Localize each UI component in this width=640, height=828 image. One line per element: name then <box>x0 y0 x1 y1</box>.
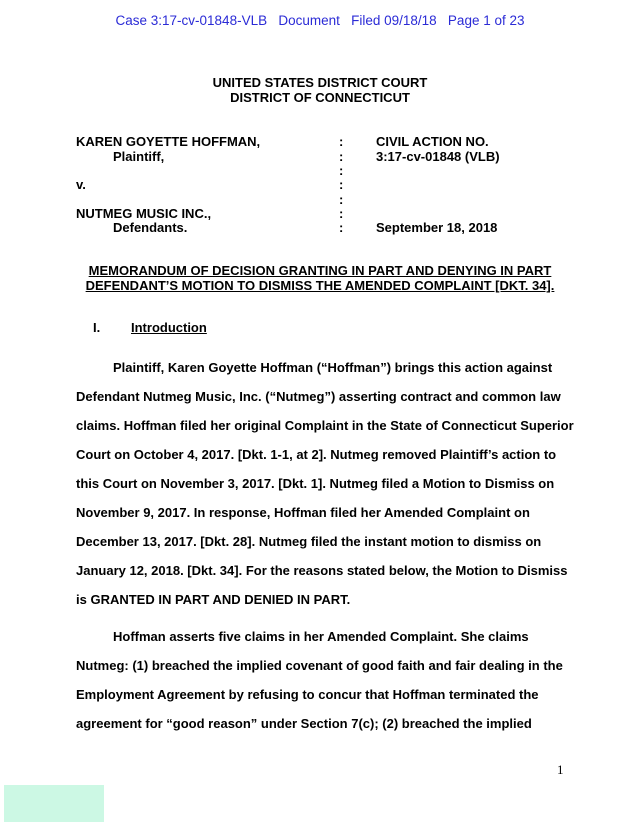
text-line: November 9, 2017. In response, Hoffman filed her Amended Complaint on <box>76 505 530 520</box>
highlight-box <box>4 785 104 822</box>
decision-date: September 18, 2018 <box>376 220 498 235</box>
text-line: December 13, 2017. [Dkt. 28]. Nutmeg filed the instant motion to dismiss on <box>76 534 542 549</box>
caption-colon: : <box>339 163 344 178</box>
page-number: 1 <box>557 762 564 777</box>
defendant-role: Defendants. <box>113 220 188 235</box>
paragraph-intro <box>76 353 574 614</box>
versus: v. <box>76 177 86 192</box>
text-line: agreement for “good reason” under Section 7(c); (2) breached the implied <box>76 716 532 731</box>
text-line: Hoffman asserts five claims in her Amended Complaint. She claims <box>113 629 529 644</box>
text-line: is GRANTED IN PART AND DENIED IN PART. <box>76 592 351 607</box>
paragraph-claims <box>76 622 563 738</box>
text-line: Court on October 4, 2017. [Dkt. 1-1, at 2]. Nutmeg removed Plaintiff’s action to <box>76 447 557 462</box>
text-line: Employment Agreement by refusing to concur that Hoffman terminated the <box>76 687 539 702</box>
text-line: January 12, 2018. [Dkt. 34]. For the reasons stated below, the Motion to Dismiss <box>76 563 568 578</box>
case-number: 3:17-cv-01848 (VLB) <box>376 149 500 164</box>
plaintiff-role: Plaintiff, <box>113 149 165 164</box>
civil-action-label: CIVIL ACTION NO. <box>376 134 489 149</box>
caption-colon: : <box>339 206 344 221</box>
caption-colon: : <box>339 220 344 235</box>
text-line: Plaintiff, Karen Goyette Hoffman (“Hoffman”) brings this action against <box>113 360 553 375</box>
court-heading <box>0 75 640 105</box>
section-heading <box>93 320 207 335</box>
section-label: Introduction <box>131 320 207 335</box>
section-number: I. <box>93 320 101 335</box>
text-line: Defendant Nutmeg Music, Inc. (“Nutmeg”) asserting contract and common law <box>76 389 561 404</box>
title-line: MEMORANDUM OF DECISION GRANTING IN PART AND DENYING IN PART <box>88 263 552 278</box>
caption-colon: : <box>339 192 344 207</box>
text-line: this Court on November 3, 2017. [Dkt. 1]. Nutmeg filed a Motion to Dismiss on <box>76 476 555 491</box>
district-name: DISTRICT OF CONNECTICUT <box>230 90 410 105</box>
case-header: Case 3:17-cv-01848-VLB Document Filed 09/18/18 Page 1 of 23 <box>115 13 525 28</box>
defendant-name: NUTMEG MUSIC INC., <box>76 206 212 221</box>
title-line: DEFENDANT’S MOTION TO DISMISS THE AMENDED COMPLAINT [DKT. 34]. <box>85 278 555 293</box>
plaintiff-name: KAREN GOYETTE HOFFMAN, <box>76 134 261 149</box>
court-name: UNITED STATES DISTRICT COURT <box>212 75 428 90</box>
caption-colon: : <box>339 149 344 164</box>
text-line: Nutmeg: (1) breached the implied covenant of good faith and fair dealing in the <box>76 658 563 673</box>
memorandum-title <box>0 263 640 293</box>
text-line: claims. Hoffman filed her original Complaint in the State of Connecticut Superior <box>76 418 574 433</box>
caption-colon: : <box>339 134 344 149</box>
caption-colon: : <box>339 177 344 192</box>
